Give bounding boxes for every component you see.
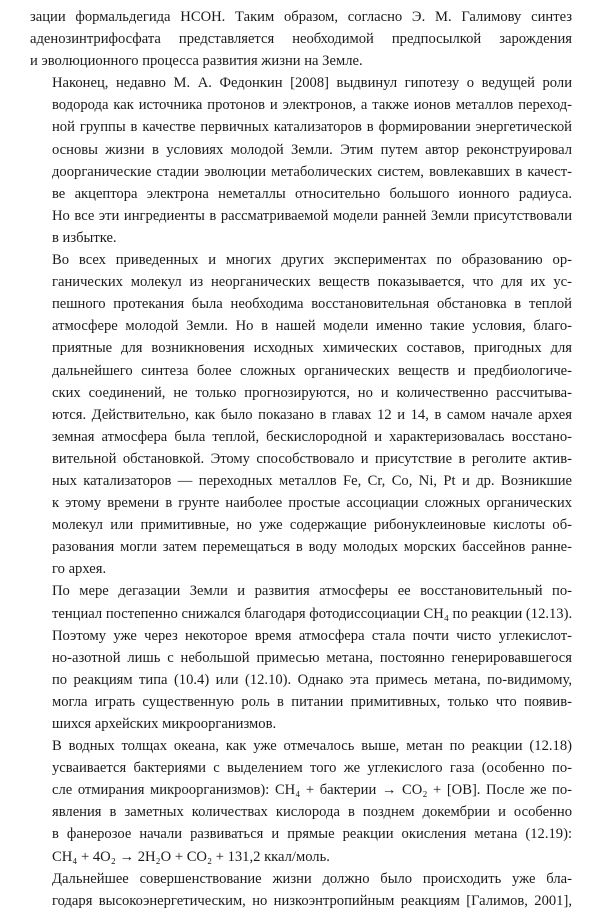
text-line: могла играть существенную роль в питании примитивных, только что появив- [52,693,572,710]
paragraph-1 [30,6,572,72]
text-line: зации формальдегида HCOH. Таким образом, согласно Э. М. Галимову синтез [30,9,572,25]
text-line: шихся архейских микроорганизмов. [52,716,277,732]
paragraph-3 [30,249,572,580]
text-line: дальнейшего синтеза более сложных органических веществ и предбиологиче- [52,362,572,379]
text-line: CH₄ + 4O₂ → 2H₂O + CO₂ + 131,2 ккал/моль. [52,848,330,865]
text-line: В водных толщах океана, как уже отмечалось выше, метан по реакции (12.18) [52,738,572,755]
document-page [30,6,572,912]
paragraph-5 [30,735,572,868]
text-line: по реакциям типа (10.4) или (12.10). Однако эта примесь метана, по-видимому, [52,671,572,688]
text-line: ных катализаторов — переходных металлов Fe, Cr, Co, Ni, Pt и др. Возникшие [52,472,572,489]
text-line: основы жизни в условиях молодой Земли. Этим путем автор реконструировал [52,141,572,158]
text-line: в избытке. [52,229,117,246]
text-line: Дальнейшее совершенствование жизни должно было происходить уже бла- [52,870,572,887]
text-line: вительной обстановкой. Этому способствовало и присутствие в реголите актив- [52,450,572,467]
text-line: ве акцептора электрона неметаллы относительно большого ионного радиуса. [52,185,572,202]
text-line: ной группы в качестве первичных катализаторов в формировании энергетической [52,119,572,136]
text-line: но-азотной лишь с небольшой примесью метана, постоянно генерировавшегося [52,649,572,666]
text-line: Во всех приведенных и многих других экспериментах по образованию ор- [52,252,572,269]
text-line: сле отмирания микроорганизмов): CH₄ + бактерии → CO₂ + [OB]. После же по- [52,782,572,799]
paragraph-2 [30,72,572,249]
text-line: и эволюционного процесса развития жизни на Земле. [30,53,363,70]
text-line: разования могли затем перемещаться в воду молодых морских бассейнов ранне- [52,539,572,556]
text-line: молекул или примитивные, но уже содержащие рибонуклеиновые кислоты об- [52,517,572,534]
text-line: Но все эти ингредиенты в рассматриваемой модели ранней Земли присутствовали [52,207,572,224]
text-line: усваивается бактериями с выделением того же углекислого газа (особенно по- [52,760,572,777]
text-line: пешного протекания была необходима восстановительная обстановка в теплой [52,296,572,313]
text-line: го архея. [52,561,107,578]
text-line: тенциал постепенно снижался благодаря фотодиссоциации CH₄ по реакции (12.13). [52,605,573,622]
text-line: в фанерозое начали развиваться и прямые реакции окисления метана (12.19): [52,826,572,843]
text-line: водорода как источника протонов и электронов, а также ионов металлов переход- [52,97,572,114]
text-line: доорганические стадии эволюции метаболических систем, вовлекавших в качест- [52,163,572,180]
text-line: Наконец, недавно М. А. Федонкин [2008] выдвинул гипотезу о ведущей роли [52,75,572,92]
paragraph-6 [30,868,572,912]
paragraph-4 [30,580,572,735]
text-line: годаря высокоэнергетическим, но низкоэнтропийным реакциям [Галимов, 2001], [52,892,572,909]
text-line: ских соединений, не только прогнозируются, но и количественно рассчитыва- [52,384,572,401]
text-line: ганических молекул из неорганических веществ показывается, что для их ус- [52,274,572,291]
text-line: ются. Действительно, как было показано в главах 12 и 14, в самом начале архея [52,406,572,423]
text-line: явления в заметных количествах кислорода в позднем докембрии и особенно [52,804,572,821]
text-line: приятные для возникновения исходных химических составов, пригодных для [52,340,572,357]
text-line: к этому времени в грунте наиболее простые ассоциации сложных органических [52,495,572,512]
text-line: аденозинтрифосфата представляется необходимой предпосылкой зарождения [30,31,572,48]
text-line: земная атмосфера была теплой, бескислородной и характеризовалась восстано- [52,428,572,445]
text-line: атмосфере молодой Земли. Но в нашей модели именно такие условия, благо- [52,318,572,335]
text-line: По мере дегазации Земли и развития атмосферы ее восстановительный по- [52,583,572,600]
text-line: Поэтому уже через некоторое время атмосфера стала почти чисто углекислот- [52,627,572,644]
